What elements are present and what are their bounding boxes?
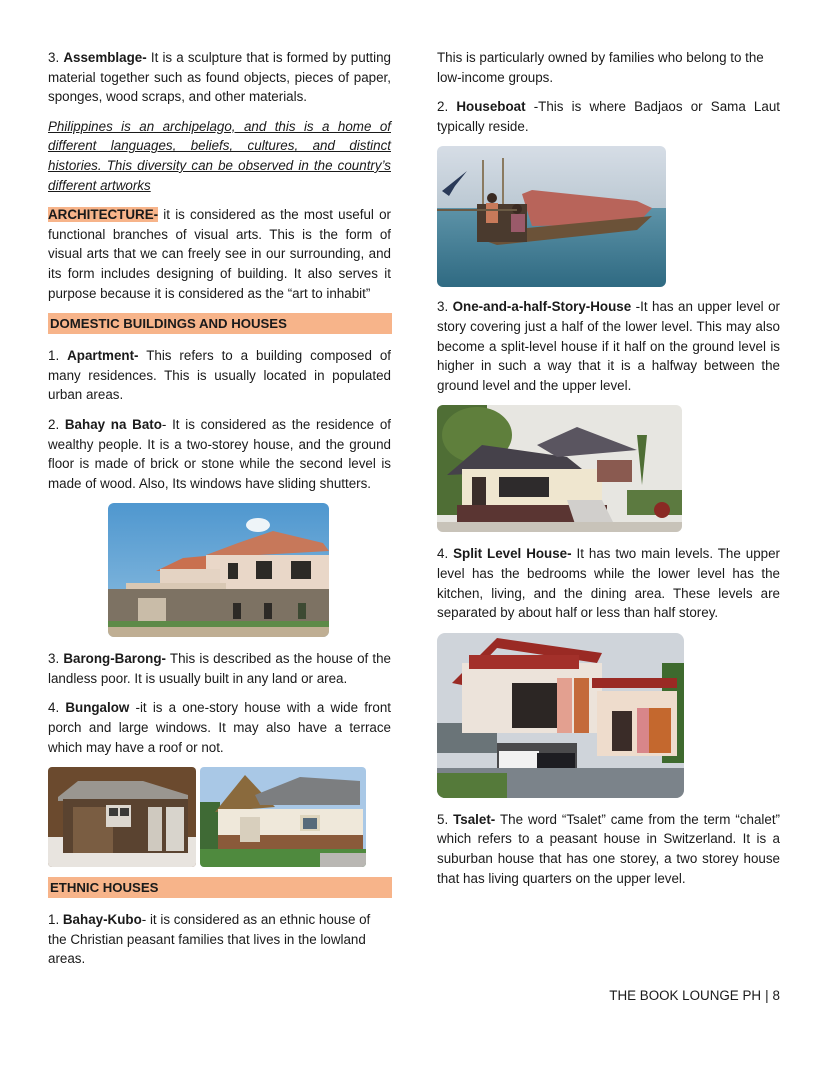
definition: - it is considered as an ethnic house of the Christian peasant families that lives in the lowland areas. bbox=[48, 912, 371, 967]
bahay-na-bato-photo bbox=[108, 503, 329, 637]
split-level-photo bbox=[437, 633, 684, 798]
continued-paragraph: This is particularly owned by families who belong to the low-income groups. bbox=[437, 50, 764, 85]
term: Bungalow bbox=[65, 700, 130, 716]
item-number: 2. bbox=[437, 99, 457, 115]
publisher-name: THE BOOK LOUNGE PH bbox=[609, 988, 762, 1003]
term: Bahay na Bato bbox=[64, 416, 162, 432]
right-column bbox=[437, 48, 780, 898]
definition: it is considered as the most useful or functional branches of visual arts. This is the form of visual arts that we can freely see in our surrounding, and its form includes designing of building. It also serves it purpose because it is considered as the “art to inhabit” bbox=[48, 207, 391, 301]
item-number: 2. bbox=[48, 416, 65, 432]
footer-separator: | bbox=[765, 988, 769, 1003]
stone-house-image bbox=[108, 503, 329, 637]
shack-image bbox=[48, 767, 196, 867]
tsalet-paragraph bbox=[437, 810, 780, 888]
bungalow-image bbox=[200, 767, 366, 867]
definition: - It is considered as the residence of wealthy people. It is a two-storey house, and the ground floor is made of brick or stone while the second level is made of wood. Also, Its windows have sliding shutters. bbox=[48, 416, 392, 491]
section-heading-ethnic: ETHNIC HOUSES bbox=[48, 877, 392, 898]
barong-bungalow-photo-row bbox=[48, 767, 391, 867]
definition: This refers to a building composed of many residences. This is usually located in populated urban areas. bbox=[48, 348, 391, 403]
definition: This is described as the house of the landless poor. It is usually built in any land or area. bbox=[48, 651, 392, 686]
architecture-term: ARCHITECTURE- bbox=[48, 207, 159, 223]
left-column bbox=[48, 48, 391, 979]
houseboat-photo bbox=[437, 146, 666, 287]
bahay-na-bato-paragraph bbox=[48, 415, 391, 493]
houseboat-image bbox=[437, 146, 666, 287]
barong-barong-paragraph bbox=[48, 649, 391, 688]
bungalow-photo bbox=[200, 767, 366, 867]
definition: -This is where Badjaos or Sama Laut typically reside. bbox=[437, 99, 780, 134]
bahay-kubo-paragraph bbox=[48, 910, 391, 969]
definition: The word “Tsalet” came from the term “chalet” which refers to a peasant house in Switzerland. It is a suburban house that has one storey, a two storey house that has living quarters on the upper level. bbox=[437, 811, 780, 886]
definition: It is a sculpture that is formed by putting material together such as found objects, pieces of paper, sponges, wood scraps, and other materials. bbox=[48, 50, 392, 105]
one-and-a-half-story-image bbox=[437, 405, 682, 532]
section-heading-domestic: DOMESTIC BUILDINGS AND HOUSES bbox=[48, 313, 392, 334]
definition: It has two main levels. The upper level has the bedrooms while the lower level has the kitchen, living, and the dining area. These levels are separated by about half or less than half storey. bbox=[437, 546, 780, 621]
item-number: 4. bbox=[48, 700, 66, 716]
term: Apartment- bbox=[67, 348, 139, 364]
definition: -It has an upper level or story covering just a half of the lower level. This may also become a split-level house if it half on the ground level is higher in such a way that it is a halfway between the ground level and the upper level. bbox=[437, 299, 780, 393]
item-number: 3. bbox=[48, 651, 64, 667]
architecture-paragraph bbox=[48, 205, 391, 303]
split-level-paragraph bbox=[437, 544, 780, 622]
philippines-note: Philippines is an archipelago, and this is a home of different languages, beliefs, cultures, and distinct histories. This diversity can be observed in the country’s different artworks bbox=[48, 118, 391, 193]
houseboat-paragraph bbox=[437, 97, 780, 136]
term: Barong-Barong- bbox=[63, 651, 166, 667]
item-number: 1. bbox=[48, 912, 63, 928]
term: Tsalet- bbox=[453, 811, 496, 827]
term: Bahay-Kubo bbox=[62, 912, 142, 928]
barong-barong-photo bbox=[48, 767, 196, 867]
term: Split Level House- bbox=[453, 546, 572, 562]
bungalow-paragraph bbox=[48, 698, 391, 757]
page-number: 8 bbox=[772, 988, 780, 1003]
definition: -it is a one-story house with a wide front porch and large windows. It may also have a terrace which may have a roof or not. bbox=[48, 700, 392, 755]
term: One-and-a-half-Story-House bbox=[452, 299, 632, 315]
item-number: 5. bbox=[437, 811, 454, 827]
item-number: 3. bbox=[437, 299, 453, 315]
split-level-image bbox=[437, 633, 684, 798]
term: Houseboat bbox=[456, 99, 526, 115]
item-number: 1. bbox=[48, 348, 68, 364]
term: Assemblage- bbox=[63, 50, 147, 65]
item-number: 4. bbox=[437, 546, 454, 562]
assemblage-paragraph bbox=[48, 48, 391, 107]
one-and-a-half-story-paragraph bbox=[437, 297, 780, 395]
apartment-paragraph bbox=[48, 346, 391, 405]
one-and-a-half-story-photo bbox=[437, 405, 682, 532]
page-footer bbox=[609, 988, 780, 1003]
item-number: 3. bbox=[48, 50, 64, 65]
